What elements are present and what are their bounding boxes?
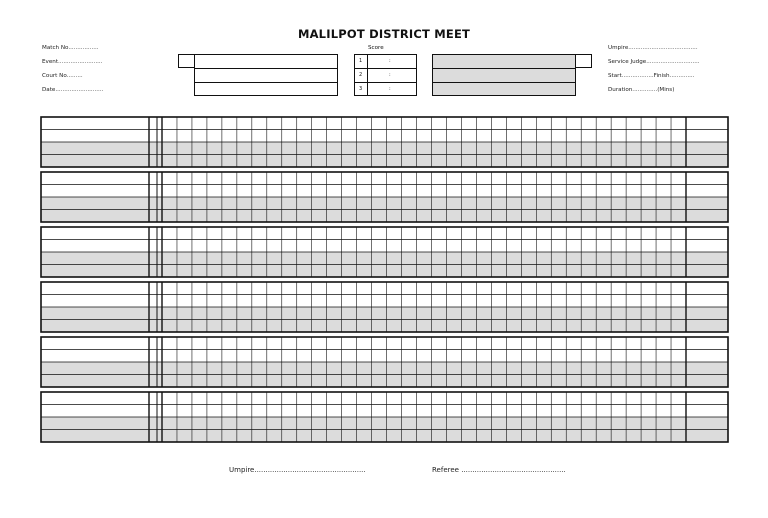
shaded-row <box>41 320 728 333</box>
game-2-separator: : <box>389 72 391 78</box>
match-no-field: Match No................. <box>42 45 99 51</box>
duration-field: Duration..............(Mins) <box>608 87 675 93</box>
game-1-label: 1 <box>359 58 363 64</box>
game-1-separator: : <box>389 58 391 64</box>
sheet-title: MALILPOT DISTRICT MEET <box>297 27 471 41</box>
shaded-row <box>41 307 728 320</box>
shaded-row <box>41 142 728 155</box>
shaded-row <box>41 155 728 168</box>
shaded-row <box>41 197 728 210</box>
game-3-separator: : <box>389 86 391 92</box>
score-label: Score <box>368 45 384 51</box>
shaded-row <box>41 252 728 265</box>
service-judge-field: Service Judge.............................. <box>608 59 700 65</box>
shaded-row <box>41 265 728 278</box>
court-no-field: Court No......... <box>42 73 83 79</box>
event-field: Event......................... <box>42 59 103 65</box>
umpire-field: Umpire....................................... <box>608 45 698 51</box>
footer-umpire-signature: Umpire.................................................. <box>229 466 366 474</box>
shaded-row <box>41 362 728 375</box>
game-3-label: 3 <box>359 86 363 92</box>
shaded-row <box>41 417 728 430</box>
footer-referee-signature: Referee ............................................... <box>432 466 566 474</box>
game-2-label: 2 <box>359 72 363 78</box>
shaded-row <box>41 375 728 388</box>
shaded-row <box>41 210 728 223</box>
start-finish-field: Start..................Finish.............. <box>608 73 695 79</box>
shaded-row <box>41 430 728 443</box>
date-field: Date........................... <box>42 87 104 93</box>
